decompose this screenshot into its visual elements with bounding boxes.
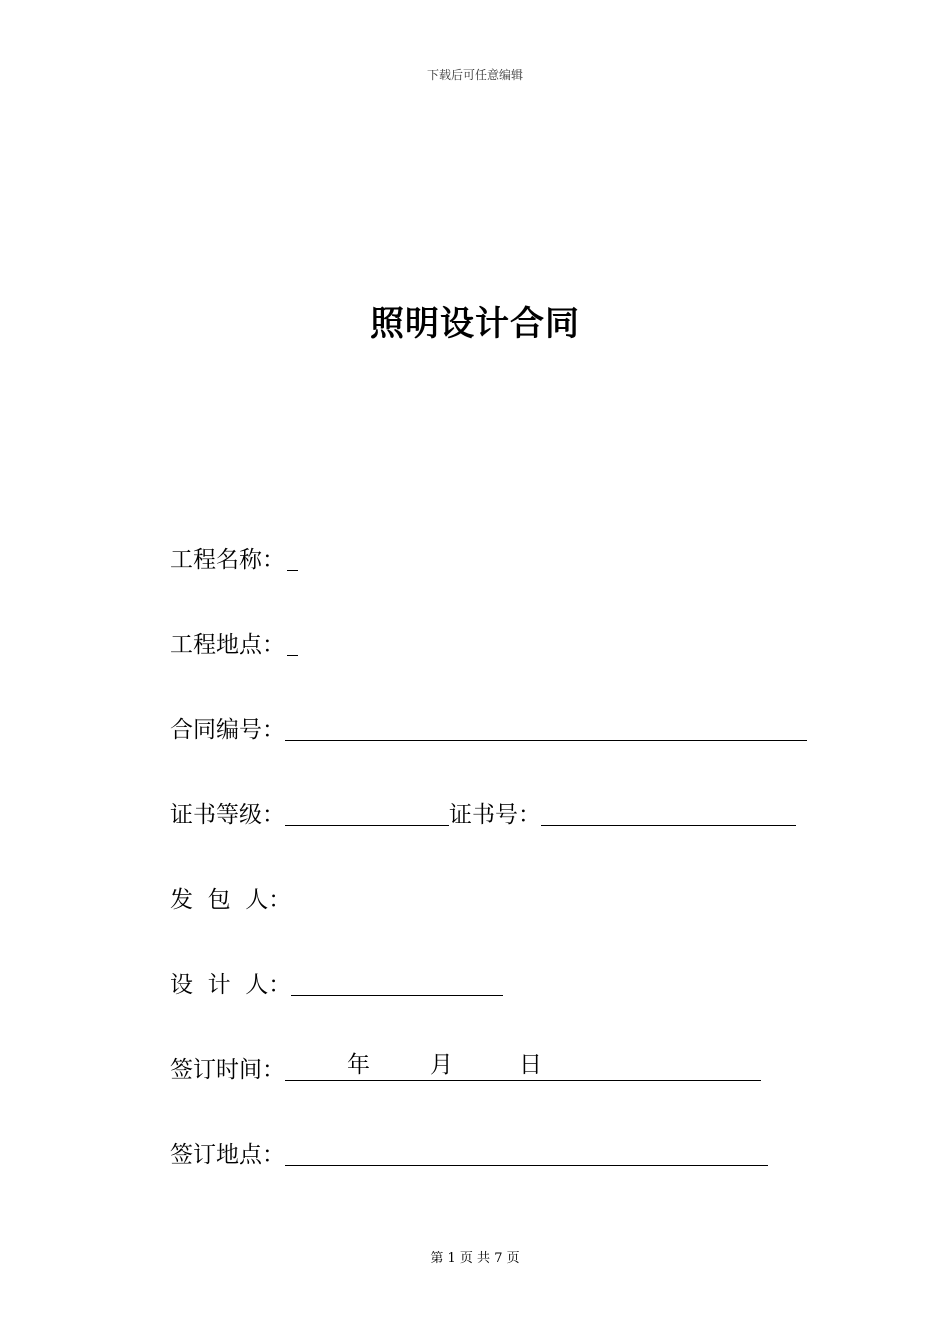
contract-number-row bbox=[170, 710, 807, 744]
document-title: 照明设计合同 bbox=[370, 304, 580, 344]
cert-level-label: 证书等级： bbox=[170, 802, 285, 828]
project-name-blank[interactable] bbox=[287, 542, 298, 571]
cert-number-blank[interactable] bbox=[541, 797, 796, 826]
project-location-row bbox=[170, 625, 298, 659]
sign-place-row bbox=[170, 1135, 768, 1169]
cert-number-label: 证书号： bbox=[449, 802, 541, 828]
contract-number-label: 合同编号： bbox=[170, 717, 285, 743]
project-location-label: 工程地点： bbox=[170, 632, 285, 658]
certificate-row bbox=[170, 795, 796, 829]
project-name-label: 工程名称： bbox=[170, 547, 285, 573]
designer-row bbox=[170, 965, 503, 999]
header-note: 下载后可任意编辑 bbox=[426, 68, 523, 82]
designer-blank[interactable] bbox=[291, 967, 503, 996]
client-row bbox=[170, 880, 291, 914]
project-name-row bbox=[170, 540, 298, 574]
project-location-blank[interactable] bbox=[287, 627, 298, 656]
year-unit: 年 bbox=[347, 1052, 370, 1078]
month-unit: 月 bbox=[430, 1052, 453, 1078]
page-number: 第 1 页 共 7 页 bbox=[430, 1251, 520, 1266]
day-unit: 日 bbox=[519, 1052, 542, 1078]
client-label: 发 包 人： bbox=[170, 887, 292, 913]
cert-level-blank[interactable] bbox=[285, 797, 449, 826]
sign-time-label: 签订时间： bbox=[170, 1057, 285, 1083]
designer-label: 设 计 人： bbox=[170, 972, 292, 998]
contract-number-blank[interactable] bbox=[285, 712, 807, 741]
sign-date-blank[interactable] bbox=[285, 1050, 761, 1081]
sign-place-label: 签订地点： bbox=[170, 1142, 285, 1168]
sign-time-row bbox=[170, 1050, 761, 1084]
sign-place-blank[interactable] bbox=[285, 1137, 768, 1166]
